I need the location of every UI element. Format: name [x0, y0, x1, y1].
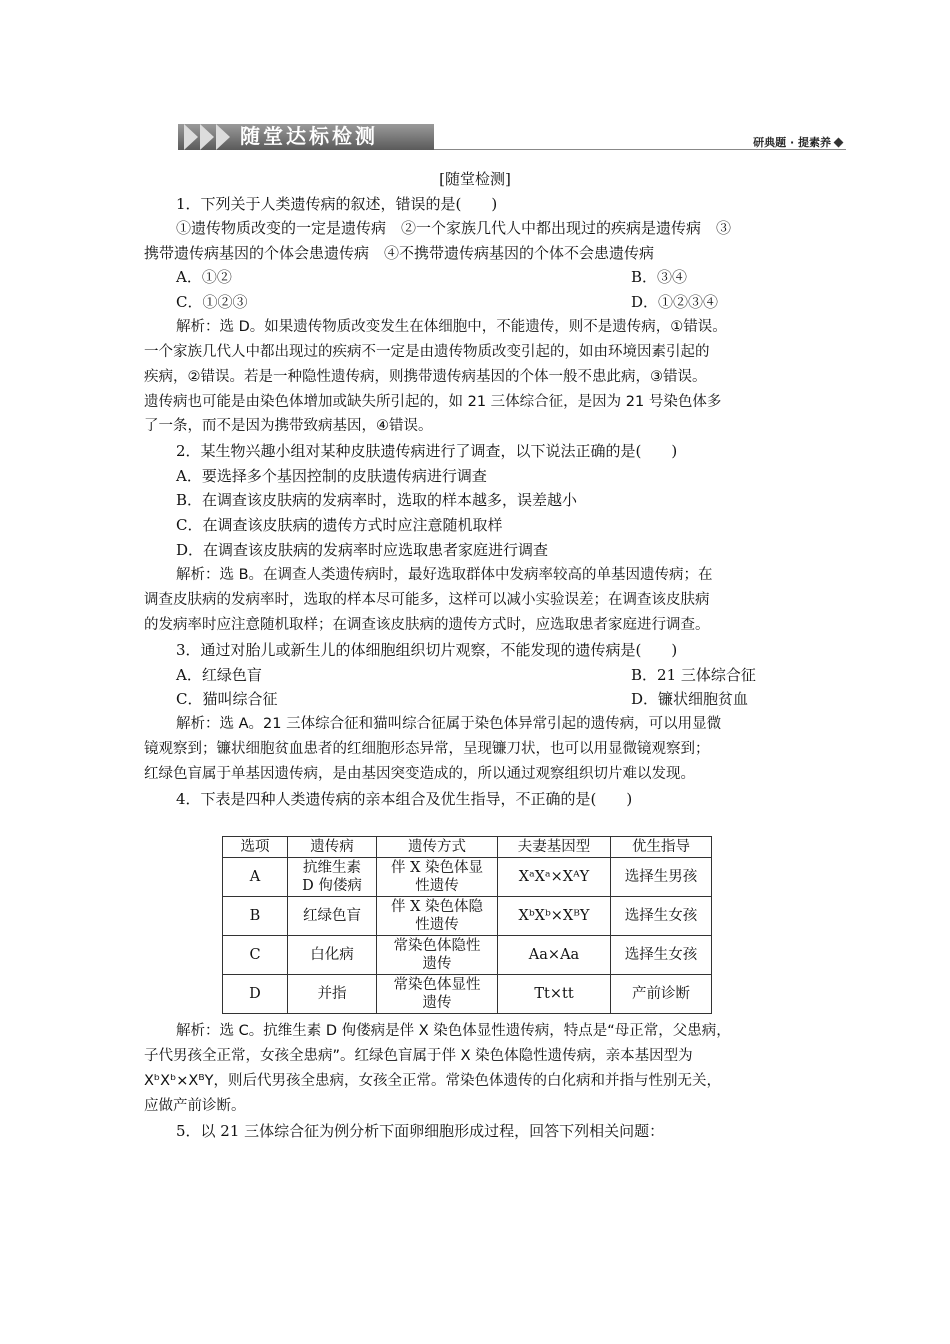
q2-option-d: D．在调查该皮肤病的发病率时应选取患者家庭进行调查 — [176, 541, 549, 559]
q1-stem: 1．下列关于人类遗传病的叙述，错误的是( ) — [176, 195, 498, 213]
cell-advice: 选择生男孩 — [611, 858, 712, 897]
q5-stem: 5．以 21 三体综合征为例分析下面卵细胞形成过程，回答下列相关问题： — [176, 1122, 665, 1140]
q3-option-d: D．镰状细胞贫血 — [631, 690, 749, 708]
q2-analysis-line: 解析：选 B。在调查人类遗传病时，最好选取群体中发病率较高的单基因遗传病；在 — [176, 567, 713, 583]
table-row — [223, 897, 712, 936]
cell-advice: 选择生女孩 — [611, 897, 712, 936]
table-header: 优生指导 — [611, 837, 712, 858]
q4-analysis-line: 解析：选 C。抗维生素 D 佝偻病是伴 X 染色体显性遗传病，特点是“母正常，父患病， — [176, 1023, 731, 1039]
cell-option: B — [223, 897, 288, 936]
cell-mode — [377, 858, 498, 897]
q1-analysis-line: 了一条，而不是因为携带致病基因，④错误。 — [144, 418, 433, 434]
cell-disease: 白化病 — [288, 936, 377, 975]
table-header: 选项 — [223, 837, 288, 858]
cell-mode-line: 性遗传 — [415, 917, 459, 933]
cell-genotype: XᵃXᵃ×XᴬY — [498, 858, 611, 897]
banner-subtitle — [753, 134, 842, 150]
chevron-right-icon — [200, 124, 214, 150]
q3-option-b: B．21 三体综合征 — [631, 666, 756, 684]
q2-stem: 2．某生物兴趣小组对某种皮肤遗传病进行了调查，以下说法正确的是( ) — [176, 442, 678, 460]
table-header: 遗传病 — [288, 837, 377, 858]
genetic-disease-table — [222, 836, 712, 1014]
q3-analysis-line: 解析：选 A。21 三体综合征和猫叫综合征属于染色体异常引起的遗传病，可以用显微 — [176, 716, 722, 732]
cell-mode-line: 性遗传 — [415, 878, 459, 894]
q1-option-a: A．①② — [176, 268, 232, 286]
table-row — [223, 975, 712, 1014]
q1-options-line1: ①遗传物质改变的一定是遗传病 ②一个家族几代人中都出现过的疾病是遗传病 ③ — [176, 219, 732, 237]
cell-genotype: Tt×tt — [498, 975, 611, 1014]
chevron-right-icon — [216, 124, 230, 150]
banner-subtitle-text: 研典题 · 提素养 — [753, 136, 831, 149]
cell-option: D — [223, 975, 288, 1014]
q1-analysis-line: 遗传病也可能是由染色体增加或缺失所引起的，如 21 三体综合征，是因为 21 号染色体多 — [144, 394, 722, 410]
cell-mode — [377, 936, 498, 975]
cell-mode-line: 遗传 — [422, 995, 452, 1011]
banner-title: 随堂达标检测 — [240, 124, 378, 148]
cell-advice: 产前诊断 — [611, 975, 712, 1014]
diamond-icon — [834, 138, 844, 148]
q3-option-a: A．红绿色盲 — [176, 666, 262, 684]
cell-disease: 并指 — [288, 975, 377, 1014]
q1-analysis-line: 疾病，②错误。若是一种隐性遗传病，则携带遗传病基因的个体一般不患此病，③错误。 — [144, 369, 707, 385]
cell-disease: 红绿色盲 — [288, 897, 377, 936]
chevron-right-icon — [184, 124, 198, 150]
cell-mode-line: 伴 X 染色体显 — [390, 860, 484, 876]
cell-mode-line: 遗传 — [422, 956, 452, 972]
table-row — [223, 858, 712, 897]
cell-mode-line: 伴 X 染色体隐 — [390, 899, 484, 915]
q1-options-line2: 携带遗传病基因的个体会患遗传病 ④不携带遗传病基因的个体不会患遗传病 — [144, 244, 655, 262]
cell-mode-line: 常染色体隐性 — [393, 938, 481, 954]
q1-option-b: B．③④ — [631, 268, 688, 286]
cell-mode — [377, 897, 498, 936]
cell-genotype: XᵇXᵇ×XᴮY — [498, 897, 611, 936]
q2-analysis-line: 的发病率时应注意随机取样；在调查该皮肤病的遗传方式时，应选取患者家庭进行调查。 — [144, 617, 710, 633]
q4-stem: 4．下表是四种人类遗传病的亲本组合及优生指导，不正确的是( ) — [176, 790, 633, 808]
q4-analysis-line: XᵇXᵇ×XᴮY，则后代男孩全患病，女孩全正常。常染色体遗传的白化病和并指与性别无关， — [144, 1073, 721, 1089]
cell-mode-line: 常染色体显性 — [393, 977, 481, 993]
q1-analysis-line: 解析：选 D。如果遗传物质改变发生在体细胞中，不能遗传，则不是遗传病，①错误。 — [176, 319, 727, 335]
q3-analysis-line: 红绿色盲属于单基因遗传病，是由基因突变造成的，所以通过观察组织切片难以发现。 — [144, 766, 695, 782]
q1-option-c: C．①②③ — [176, 293, 248, 311]
section-title: [随堂检测] — [439, 170, 511, 188]
cell-mode — [377, 975, 498, 1014]
q4-analysis-line: 应做产前诊断。 — [144, 1098, 246, 1114]
cell-disease-line: D 佝偻病 — [302, 878, 362, 894]
cell-disease — [288, 858, 377, 897]
cell-disease-line: 抗维生素 — [303, 860, 361, 876]
cell-option: A — [223, 858, 288, 897]
q2-option-a: A．要选择多个基因控制的皮肤遗传病进行调查 — [176, 467, 487, 485]
q2-option-c: C．在调查该皮肤病的遗传方式时应注意随机取样 — [176, 516, 503, 534]
q3-analysis-line: 镜观察到；镰状细胞贫血患者的红细胞形态异常，呈现镰刀状，也可以用显微镜观察到； — [144, 741, 710, 757]
cell-genotype: Aa×Aa — [498, 936, 611, 975]
table-row — [223, 936, 712, 975]
q1-option-d: D．①②③④ — [631, 293, 719, 311]
cell-option: C — [223, 936, 288, 975]
section-banner — [178, 118, 846, 152]
table-header: 遗传方式 — [377, 837, 498, 858]
q3-option-c: C．猫叫综合征 — [176, 690, 278, 708]
q1-analysis-line: 一个家族几代人中都出现过的疾病不一定是由遗传物质改变引起的，如由环境因素引起的 — [144, 344, 710, 360]
q2-analysis-line: 调查皮肤病的发病率时，选取的样本尽可能多，这样可以减小实验误差；在调查该皮肤病 — [144, 592, 710, 608]
q3-stem: 3．通过对胎儿或新生儿的体细胞组织切片观察，不能发现的遗传病是( ) — [176, 641, 678, 659]
q4-analysis-line: 子代男孩全正常，女孩全患病”。红绿色盲属于伴 X 染色体隐性遗传病，亲本基因型为 — [144, 1048, 693, 1064]
cell-advice: 选择生女孩 — [611, 936, 712, 975]
table-header-row — [223, 837, 712, 858]
q2-option-b: B．在调查该皮肤病的发病率时，选取的样本越多，误差越小 — [176, 491, 578, 509]
table-header: 夫妻基因型 — [498, 837, 611, 858]
